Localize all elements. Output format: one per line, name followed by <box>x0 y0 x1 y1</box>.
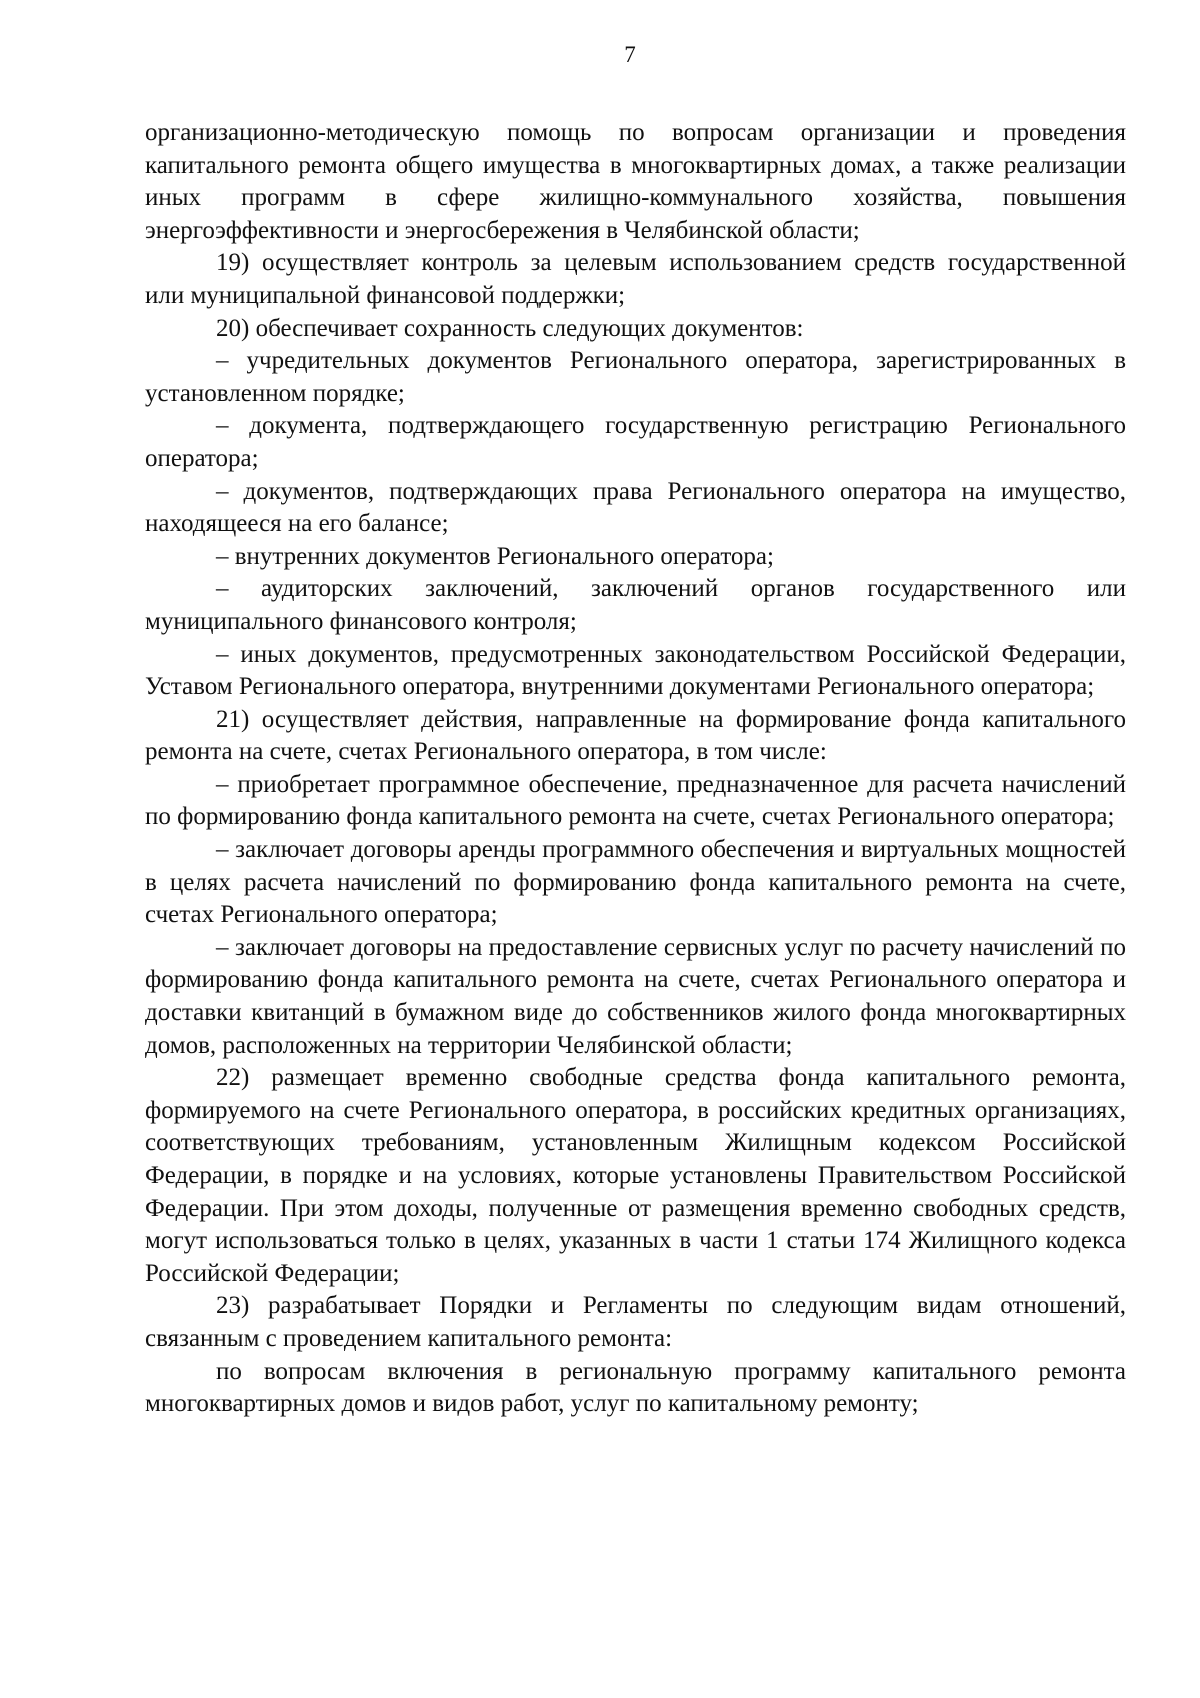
document-body <box>145 117 1126 1421</box>
list-item-internal-documents: – внутренних документов Регионального оператора; <box>216 542 774 570</box>
list-item-service-contracts: – заключает договоры на предоставление сервисных услуг по расчету начислений по формированию фонда капитального ремонта на счете, счетах Регионального оператора и доставки квитанций в бумажном виде до собственников жилого фонда многоквартирных домов, расположенных на территории Челябинской области; <box>145 933 1126 1059</box>
page-number: 7 <box>624 42 636 67</box>
list-item-software-purchase: – приобретает программное обеспечение, предназначенное для расчета начислений по формированию фонда капитального ремонта на счете, счетах Регионального оператора; <box>145 770 1126 831</box>
list-item-property-rights-documents: – документов, подтверждающих права Регионального оператора на имущество, находящееся на его балансе; <box>145 477 1126 538</box>
paragraph-item-23: 23) разрабатывает Порядки и Регламенты по следующим видам отношений, связанным с проведением капитального ремонта: <box>145 1292 1126 1352</box>
list-item-registration-document: – документа, подтверждающего государственную регистрацию Регионального оператора; <box>145 412 1126 472</box>
paragraph-item-19: 19) осуществляет контроль за целевым использованием средств государственной или муниципальной финансовой поддержки; <box>145 249 1126 309</box>
paragraph-item-20: 20) обеспечивает сохранность следующих документов: <box>216 314 804 342</box>
paragraph-item-21: 21) осуществляет действия, направленные на формирование фонда капитального ремонта на счете, счетах Регионального оператора, в том числе: <box>145 705 1126 766</box>
list-item-other-documents: – иных документов, предусмотренных законодательством Российской Федерации, Уставом Регионального оператора, внутренними документами Регионального оператора; <box>145 640 1126 701</box>
list-item-software-lease: – заключает договоры аренды программного обеспечения и виртуальных мощностей в целях расчета начислений по формированию фонда капитального ремонта на счете, счетах Регионального оператора; <box>145 836 1126 929</box>
list-item-founding-documents: – учредительных документов Регионального оператора, зарегистрированных в установленном порядке; <box>145 347 1126 407</box>
paragraph-regional-program: по вопросам включения в региональную программу капитального ремонта многоквартирных домов и видов работ, услуг по капитальному ремонту; <box>145 1357 1126 1418</box>
list-item-audit-conclusions: – аудиторских заключений, заключений органов государственного или муниципального финансового контроля; <box>145 575 1126 635</box>
paragraph-continuation: организационно-методическую помощь по вопросам организации и проведения капитального ремонта общего имущества в многоквартирных домах, а также реализации иных программ в сфере жилищно-коммунального хозяйства, повышения энергоэффективности и энергосбережения в Челябинской области; <box>145 119 1126 244</box>
paragraph-item-22: 22) размещает временно свободные средства фонда капитального ремонта, формируемого на счете Регионального оператора, в российских кредитных организациях, соответствующих требованиям, установленным Жилищным кодексом Российской Федерации, в порядке и на условиях, которые установлены Правительством Российской Федерации. При этом доходы, полученные от размещения временно свободных средств, могут использоваться только в целях, указанных в части 1 статьи 174 Жилищного кодекса Российской Федерации; <box>145 1064 1126 1287</box>
